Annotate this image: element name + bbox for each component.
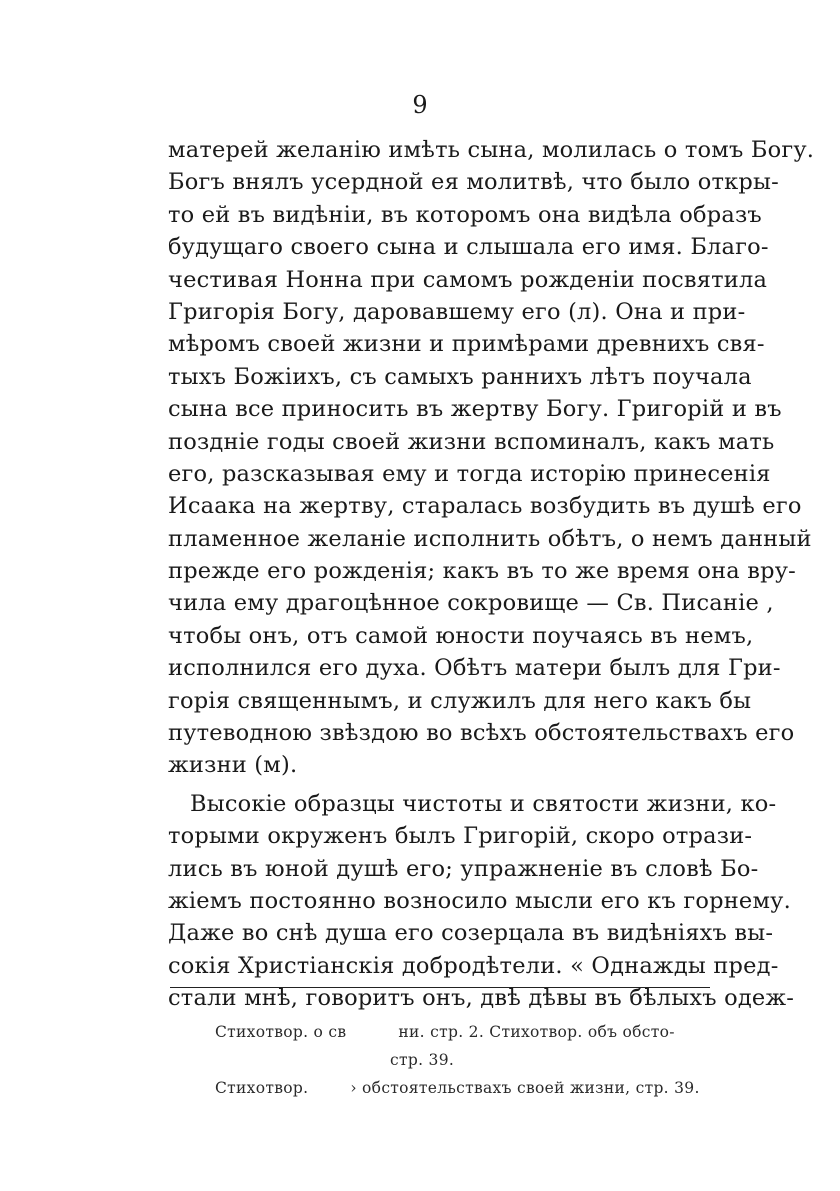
text-line: Григорія Богу, даровавшему его (л). Она и при- xyxy=(168,298,746,325)
footnote-line xyxy=(215,1018,715,1046)
text-line: жіемъ постоянно возносило мысли его къ горнему. xyxy=(168,887,791,914)
text-line: Богъ внялъ усердной ея молитвѣ, что было откры- xyxy=(168,169,779,196)
text-line: поздніе годы своей жизни вспоминалъ, какъ мать xyxy=(168,428,775,455)
paragraph xyxy=(168,788,795,1015)
text-line: жизни (м). xyxy=(168,752,298,779)
footnote-text: ни. стр. 2. Стихотвор. объ обсто- xyxy=(398,1023,675,1041)
text-line: чила ему драгоцѣнное сокровище — Св. Писаніе , xyxy=(168,590,774,617)
text-line: прежде его рожденія; какъ въ то же время она вру- xyxy=(168,558,796,585)
body-text xyxy=(168,134,815,1015)
footnote-divider xyxy=(170,987,710,988)
text-line: Высокіе образцы чистоты и святости жизни, ко- xyxy=(190,790,777,817)
footnotes xyxy=(215,1018,715,1102)
footnote-line xyxy=(215,1046,715,1074)
paragraph xyxy=(168,134,815,782)
text-line: Исаака на жертву, старалась возбудить въ душѣ его xyxy=(168,493,802,520)
text-line: стали мнѣ, говоритъ онъ, двѣ дѣвы въ бѣлыхъ одеж- xyxy=(168,985,795,1012)
text-line: сокія Христіанскія добродѣтели. « Однажды пред- xyxy=(168,952,779,979)
text-line: мѣромъ своей жизни и примѣрами древнихъ свя- xyxy=(168,331,765,358)
footnote-text: стр. 39. xyxy=(390,1051,455,1069)
text-line: его, разсказывая ему и тогда исторію принесенія xyxy=(168,460,771,487)
text-line: честивая Нонна при самомъ рожденіи посвятила xyxy=(168,266,768,293)
text-line: матерей желанію имѣть сына, молилась о томъ Богу. xyxy=(168,137,815,163)
text-line: тыхъ Божіихъ, съ самыхъ раннихъ лѣтъ поучала xyxy=(168,363,752,390)
page-number: 9 xyxy=(412,91,428,119)
text-line: горія священнымъ, и служилъ для него какъ бы xyxy=(168,687,752,714)
footnote-text: Стихотвор. о св xyxy=(215,1023,347,1041)
text-line: то ей въ видѣніи, въ которомъ она видѣла образъ xyxy=(168,201,762,228)
text-line: торыми окруженъ былъ Григорій, скоро отрази- xyxy=(168,823,753,850)
footnote-text: Стихотвор. xyxy=(215,1079,309,1097)
text-line: путеводною звѣздою во всѣхъ обстоятельствахъ его xyxy=(168,720,795,747)
footnote-text: › обстоятельствахъ своей жизни, стр. 39. xyxy=(350,1079,700,1097)
text-line: Даже во снѣ душа его созерцала въ видѣніяхъ вы- xyxy=(168,920,774,947)
text-line: пламенное желаніе исполнить обѣтъ, о немъ данный xyxy=(168,525,812,552)
text-line: лись въ юной душѣ его; упражненіе въ словѣ Бо- xyxy=(168,855,759,882)
text-line: будущаго своего сына и слышала его имя. Благо- xyxy=(168,234,769,261)
text-line: исполнился его духа. Обѣтъ матери былъ для Гри- xyxy=(168,655,781,682)
text-line: сына все приносить въ жертву Богу. Григорій и въ xyxy=(168,396,782,423)
footnote-line xyxy=(215,1074,715,1102)
text-line: чтобы онъ, отъ самой юности поучаясь въ немъ, xyxy=(168,622,754,649)
